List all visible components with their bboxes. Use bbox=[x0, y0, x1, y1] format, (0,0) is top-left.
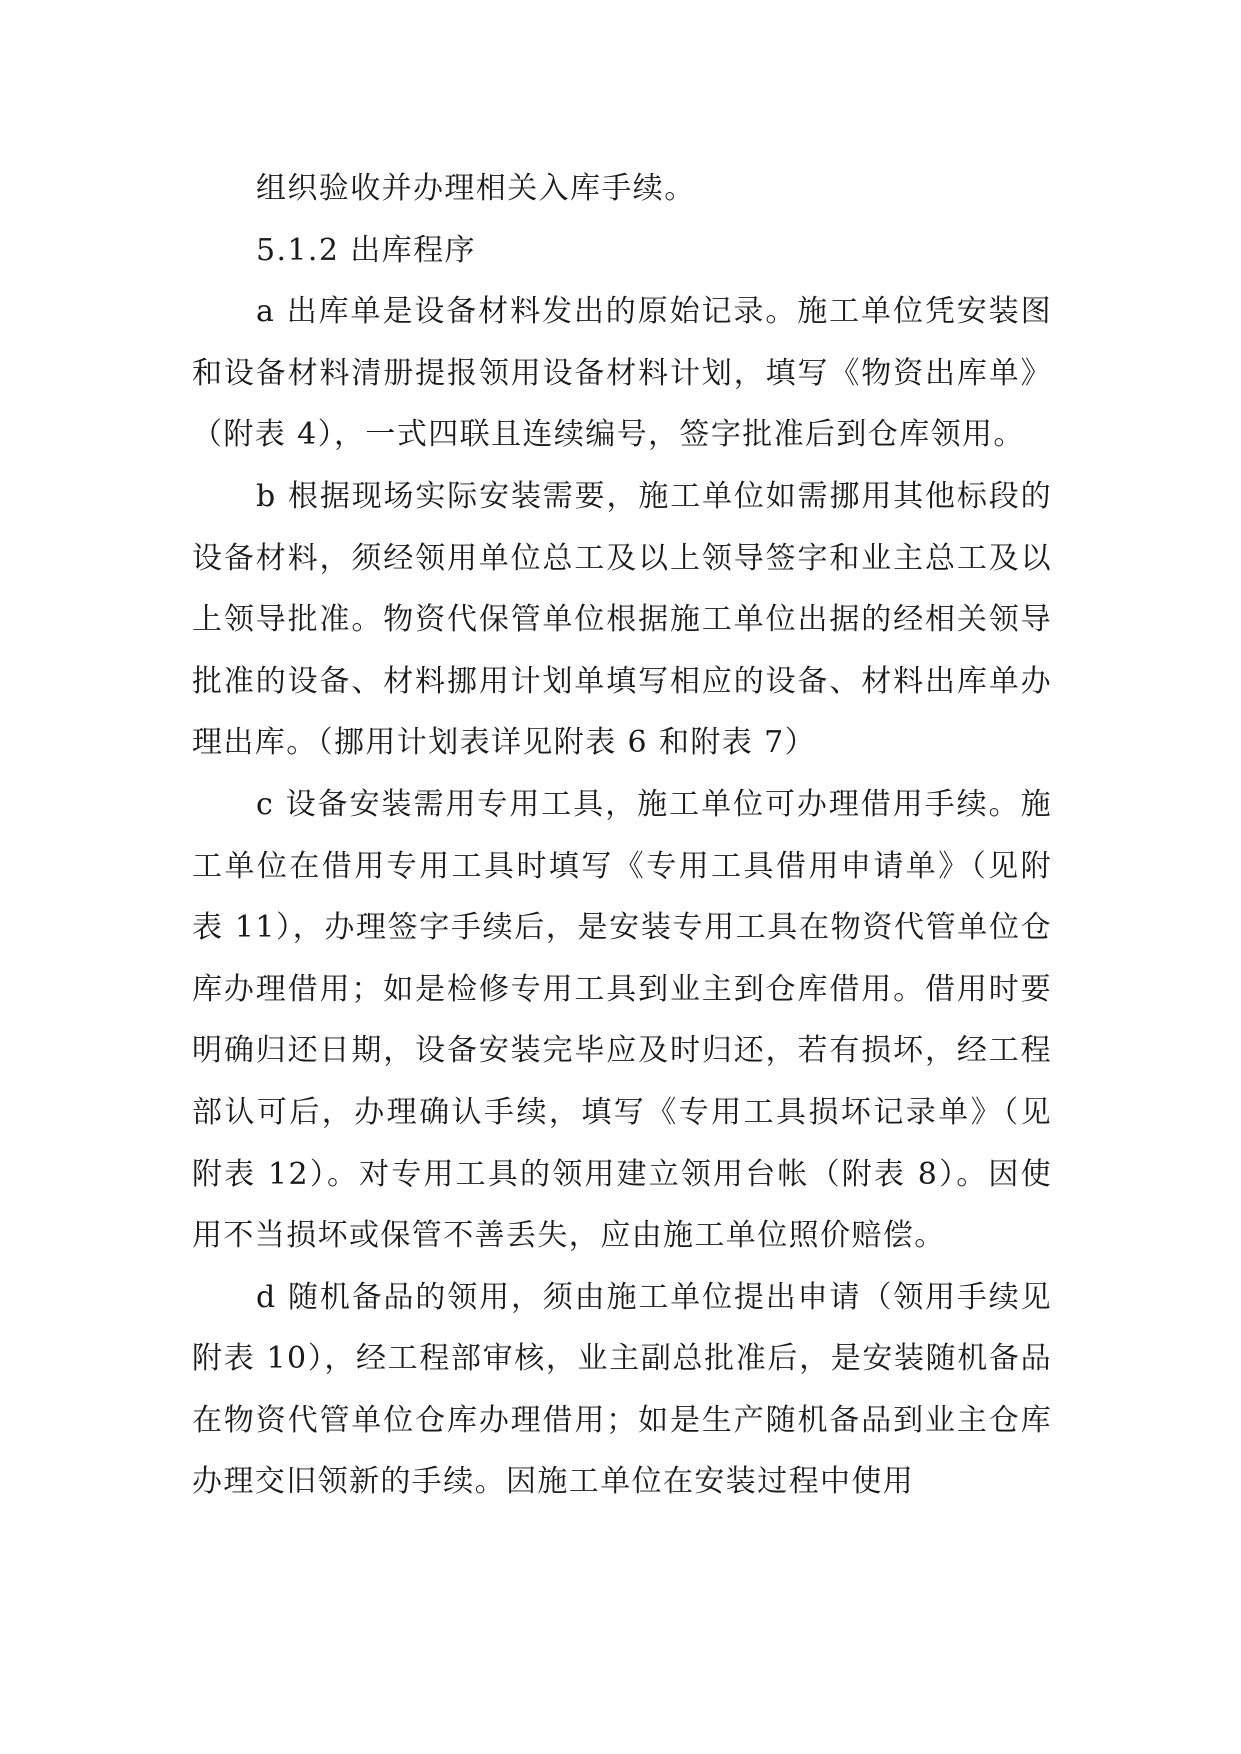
paragraph-d: d 随机备品的领用，须由施工单位提出申请（领用手续见附表 10），经工程部审核，业主副总批准后，是安装随机备品在物资代管单位仓库办理借用；如是生产随机备品到业主仓库办理交旧领新的手续。因施工单位在安装过程中使用 bbox=[192, 1279, 1052, 1500]
paragraph-continuation: 组织验收并办理相关入库手续。 bbox=[256, 171, 696, 206]
paragraph-c: c 设备安装需用专用工具，施工单位可办理借用手续。施工单位在借用专用工具时填写《专用工具借用申请单》（见附表 11），办理签字手续后，是安装专用工具在物资代管单位仓库办理借用；如是检修专用工具到业主到仓库借用。借用时要明确归还日期，设备安装完毕应及时归还，若有损坏，经工程部认可后，办理确认手续，填写《专用工具损坏记录单》（见附表 12）。对专用工具的领用建立领用台帐（附表 8）。因使用不当损坏或保管不善丢失，应由施工单位照价赔偿。 bbox=[192, 786, 1052, 1254]
paragraph-b: b 根据现场实际安装需要，施工单位如需挪用其他标段的设备材料，须经领用单位总工及以上领导签字和业主总工及以上领导批准。物资代保管单位根据施工单位出据的经相关领导批准的设备、材料挪用计划单填写相应的设备、材料出库单办理出库。（挪用计划表详见附表 6 和附表 7） bbox=[192, 478, 1052, 761]
paragraph-a: a 出库单是设备材料发出的原始记录。施工单位凭安装图和设备材料清册提报领用设备材料计划，填写《物资出库单》（附表 4），一式四联且连续编号，签字批准后到仓库领用。 bbox=[192, 294, 1052, 453]
section-heading-5-1-2: 5.1.2 出库程序 bbox=[256, 232, 476, 268]
document-body bbox=[192, 158, 1052, 1513]
